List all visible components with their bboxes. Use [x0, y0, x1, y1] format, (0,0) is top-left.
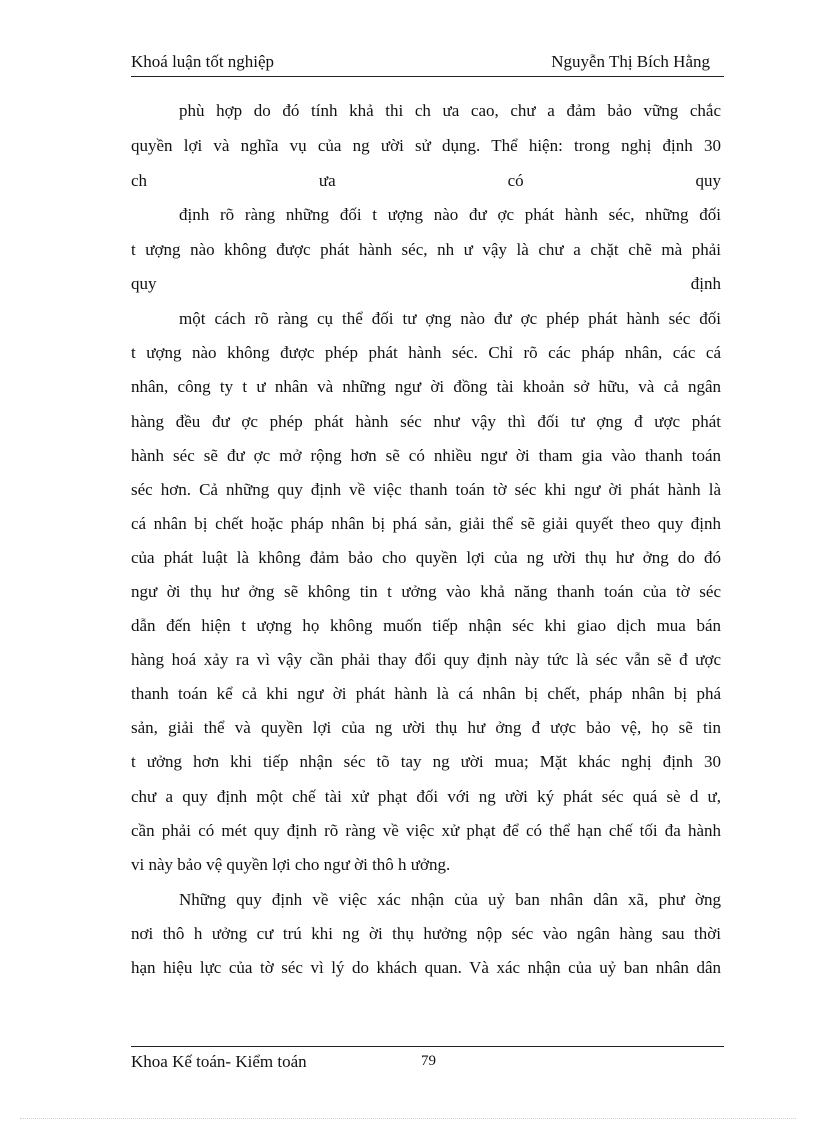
text-line: hàng hoá xảy ra vì vậy cần phải thay đổi quy định này tức là séc vẫn sẽ đ ược: [131, 650, 721, 669]
text-line: chư a quy định một chế tài xử phạt đối với ng ười ký phát séc quá sè d ư,: [131, 787, 721, 806]
text-line: nơi thô h ưởng cư trú khi ng ời thụ hưởng nộp séc vào ngân hàng sau thời: [131, 924, 721, 943]
footer-rule: [131, 1046, 724, 1047]
text-line: séc hơn. Cả những quy định về việc thanh toán tờ séc khi ngư ời phát hành là: [131, 480, 721, 499]
header-author-name: Nguyễn Thị Bích Hằng: [551, 52, 710, 71]
text-line: t ượng nào không được phát hành séc, nh ư vậy là chư a chặt chẽ mà phải: [131, 240, 721, 259]
text-line: t ượng nào không được phép phát hành séc. Chỉ rõ các pháp nhân, các cá: [131, 343, 721, 362]
text-line: dẫn đến hiện t ượng họ không muốn tiếp nhận séc khi giao dịch mua bán: [131, 616, 721, 635]
text-line: hành séc sẽ đư ợc mở rộng hơn sẽ có nhiều ngư ời tham gia vào thanh toán: [131, 446, 721, 465]
text-line: quyền lợi và nghĩa vụ của ng ười sử dụng. Thể hiện: trong nghị định 30: [131, 136, 721, 155]
text-line: cần phải có mét quy định rõ ràng về việc xử phạt để có thể hạn chế tối đa hành: [131, 821, 721, 840]
text-line: của phát luật là không đảm bảo cho quyền lợi của ng ười thụ hư ởng do đó: [131, 548, 721, 567]
page-footer: [131, 1046, 724, 1076]
text-line: phù hợp do đó tính khả thi ch ưa cao, chư a đảm bảo vững chắc: [179, 101, 721, 120]
text-line: hàng đều đư ợc phép phát hành séc như vậy thì đối tư ợng đ ược phát: [131, 412, 721, 431]
text-line: vi này bảo vệ quyền lợi cho ngư ời thô h ưởng.: [131, 855, 451, 874]
text-line: ngư ời thụ hư ởng sẽ không tin t ưởng vào khả năng thanh toán của tờ séc: [131, 582, 721, 601]
text-line: Những quy định về việc xác nhận của uỷ ban nhân dân xã, phư ờng: [179, 890, 721, 909]
text-line: sản, giải thể và quyền lợi của ng ười thụ hư ởng đ ược bảo vệ, họ sẽ tin: [131, 718, 721, 737]
header-thesis-title: Khoá luận tốt nghiệp: [131, 52, 275, 71]
text-line: ch ưa có quy: [131, 171, 721, 190]
text-line: nhân, công ty t ư nhân và những ngư ời đồng tài khoản sở hữu, và cả ngân: [131, 377, 721, 396]
text-line: định rõ ràng những đối t ượng nào đư ợc phát hành séc, những đối: [179, 205, 721, 224]
page-header: [131, 52, 724, 76]
footer-department: Khoa Kế toán- Kiểm toán: [131, 1052, 307, 1071]
text-line: t ưởng hơn khi tiếp nhận séc tõ tay ng ười mua; Mặt khác nghị định 30: [131, 752, 721, 771]
text-line: thanh toán kể cả khi ngư ời phát hành là cá nhân bị chết, pháp nhân bị phá: [131, 684, 721, 703]
page-number: 79: [421, 1053, 436, 1069]
page-edge-divider: [20, 1118, 796, 1119]
text-line: quy định: [131, 274, 721, 293]
text-line: một cách rõ ràng cụ thể đối tư ợng nào đư ợc phép phát hành séc đối: [179, 309, 721, 328]
text-line: hạn hiệu lực của tờ séc vì lý do khách quan. Và xác nhận của uỷ ban nhân dân: [131, 958, 721, 977]
header-rule: [131, 76, 724, 77]
text-line: cá nhân bị chết hoặc pháp nhân bị phá sản, giải thể sẽ giải quyết theo quy định: [131, 514, 721, 533]
